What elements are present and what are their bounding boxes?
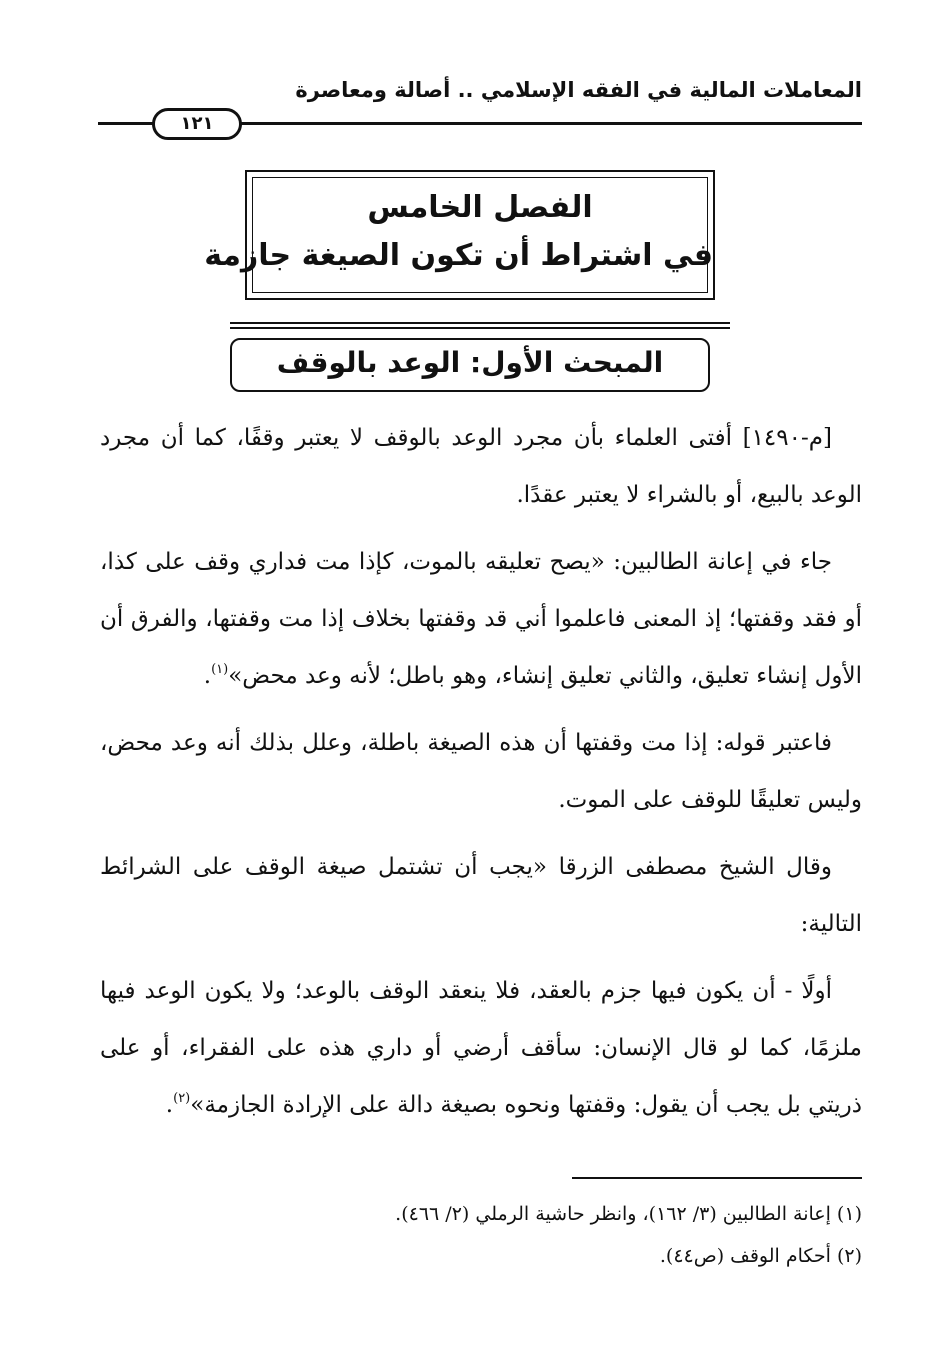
section-rule (230, 322, 730, 324)
section-title: المبحث الأول: الوعد بالوقف (276, 346, 664, 379)
footnote-separator (572, 1177, 862, 1179)
chapter-title: الفصل الخامس (367, 190, 593, 225)
chapter-subtitle: في اشتراط أن تكون الصيغة جازمة (204, 238, 713, 273)
footnote-ref-1: (١) (211, 662, 229, 677)
paragraph-text: فاعتبر قوله: إذا مت وقفتها أن هذه الصيغة باطلة، وعلل بذلك أنه وعد محض، وليس تعليقًا للوقف على الموت. (100, 730, 862, 813)
footnote-ref-2: (٢) (173, 1091, 191, 1106)
section-rule (230, 327, 730, 329)
footnotes (100, 1193, 862, 1277)
paragraph-1 (100, 410, 862, 524)
paragraph-3 (100, 715, 862, 829)
page-number: ١٢١ (152, 108, 242, 140)
footnote-1: (١) إعانة الطالبين (٣/ ١٦٢)، وانظر حاشية الرملي (٢/ ٤٦٦). (395, 1203, 862, 1225)
paragraph-text: أولًا - أن يكون فيها جزم بالعقد، فلا ينعقد الوقف بالوعد؛ ولا يكون الوعد فيها ملزمًا، كما لو قال الإنسان: سأقف أرضي أو داري هذه على الفقراء، أو على ذريتي بل يجب أن يقول: وقفتها ونحوه بصيغة دالة على الإرادة الجازمة» (100, 978, 862, 1118)
chapter-heading-box (204, 170, 715, 300)
paragraph-text: جاء في إعانة الطالبين: «يصح تعليقه بالموت، كإذا مت فداري وقف على كذا، أو فقد وقفتها؛ إذ المعنى فاعلموا أني قد وقفتها بخلاف إذا مت وقفتها، والفرق أن الأول إنشاء تعليق، والثاني تعليق إنشاء، وهو باطل؛ لأنه وعد محض» (100, 549, 862, 689)
paragraph-text: وقال الشيخ مصطفى الزرقا «يجب أن تشتمل صيغة الوقف على الشرائط التالية: (100, 854, 862, 937)
paragraph-text: [م-١٤٩٠] أفتى العلماء بأن مجرد الوعد بالوقف لا يعتبر وقفًا، كما أن مجرد الوعد بالبيع، أو بالشراء لا يعتبر عقدًا. (100, 425, 862, 508)
body-text (100, 410, 862, 1144)
footnote-2: (٢) أحكام الوقف (ص٤٤). (659, 1245, 862, 1267)
paragraph-4 (100, 839, 862, 953)
section-heading-box (230, 338, 710, 392)
paragraph-2: جاء في إعانة الطالبين: «يصح تعليقه بالموت، كإذا مت فداري وقف على كذا، أو فقد وقفتها؛ إذ المعنى فاعلموا أني قد وقفتها بخلاف إذا مت وقفتها، والفرق أن الأول إنشاء تعليق، والثاني تعليق إنشاء، وهو باطل؛ لأنه وعد محض»$^{(١)}$. (100, 549, 862, 689)
running-title: المعاملات المالية في الفقه الإسلامي .. أصالة ومعاصرة (295, 78, 862, 102)
paragraph-5: أولًا - أن يكون فيها جزم بالعقد، فلا ينعقد الوقف بالوعد؛ ولا يكون الوعد فيها ملزمًا، كما لو قال الإنسان: سأقف أرضي أو داري هذه على الفقراء، أو على ذريتي بل يجب أن يقول: وقفتها ونحوه بصيغة دالة على الإرادة الجازمة»$^{(٢)}$. (100, 978, 862, 1118)
